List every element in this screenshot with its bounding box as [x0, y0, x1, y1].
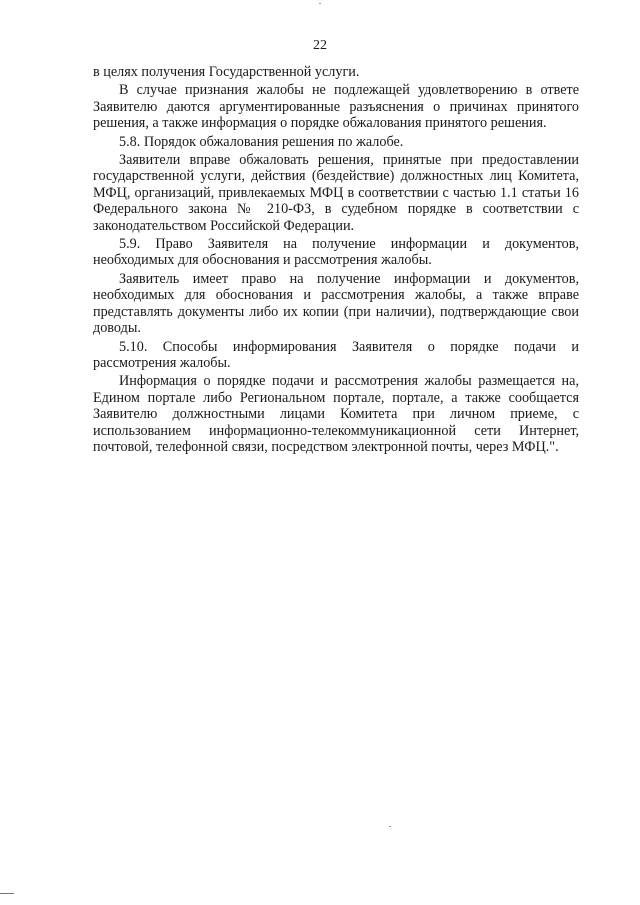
section-heading-5-10: 5.10. Способы информирования Заявителя о порядке подачи и рассмотрения жалобы.: [93, 338, 579, 371]
scan-artifact-left-edge: [0, 893, 14, 894]
paragraph-appeal-right: Заявители вправе обжаловать решения, принятые при предоставлении государственной услуги, действия (бездействие) должностных лиц Комитета, МФЦ, организаций, привлекаемых МФЦ в соответствии с частью 1.1 статьи 16 Федерального закона № 210-ФЗ, в судебном порядке в соответствии с законодательством Российской Федерации.: [93, 152, 579, 234]
paragraph-information-channels: Информация о порядке подачи и рассмотрения жалобы размещается на, Едином портале либо Региональном портале, портале, а также сообщается Заявителю должностными лицами Комитета при личном приеме, с использованием информационно-телекоммуникационной сети Интернет, почтовой, телефонной связи, посредством электронной почты, через МФЦ.".: [93, 373, 579, 455]
page-number: 22: [313, 38, 327, 53]
section-heading-5-8: 5.8. Порядок обжалования решения по жалобе.: [119, 133, 404, 150]
section-heading-5-9: 5.9. Право Заявителя на получение информации и документов, необходимых для обоснования и рассмотрения жалобы.: [93, 236, 579, 269]
scan-artifact-bottom: [389, 826, 391, 827]
scan-artifact-top: [319, 3, 321, 4]
paragraph-continuation: в целях получения Государственной услуги.: [93, 64, 360, 80]
document-body: [93, 64, 579, 457]
paragraph-information-right: Заявитель имеет право на получение информации и документов, необходимых для обоснования и рассмотрения жалобы, а также вправе представлять документы либо их копии (при наличии), подтверждающие свои доводы.: [93, 270, 579, 337]
paragraph-rejection-response: В случае признания жалобы не подлежащей удовлетворению в ответе Заявителю даются аргументированные разъяснения о причинах принятого решения, а также информация о порядке обжалования принятого решения.: [93, 82, 579, 132]
